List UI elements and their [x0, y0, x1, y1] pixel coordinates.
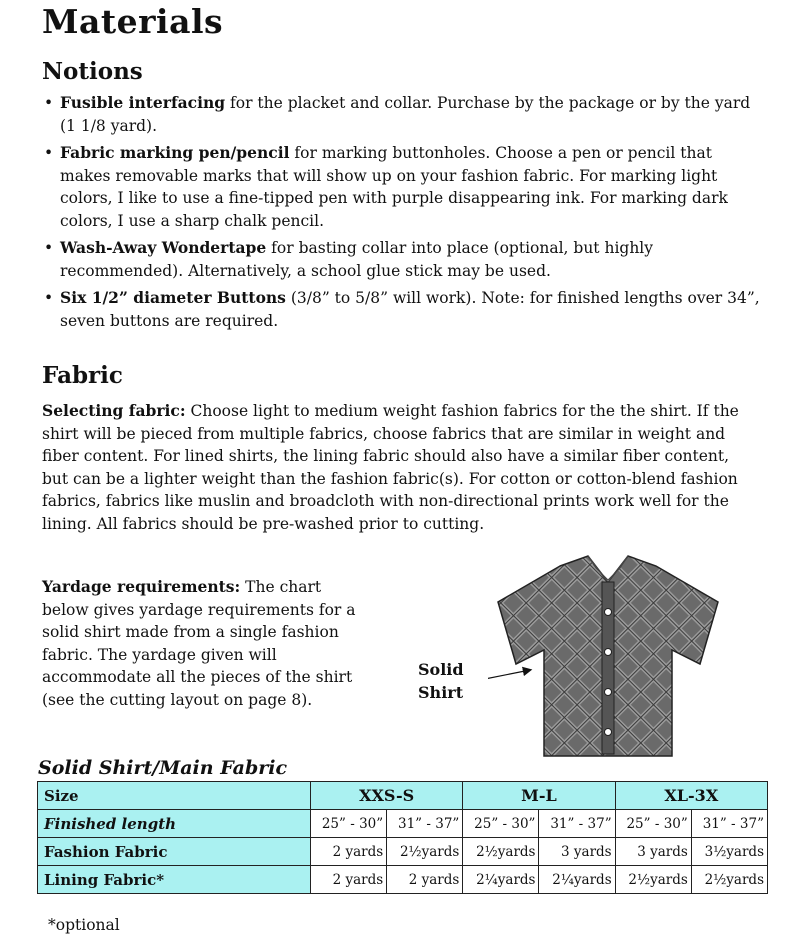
- arrow-icon: [488, 670, 530, 682]
- footnote: *optional: [48, 916, 120, 934]
- list-item: • Six 1/2” diameter Buttons (3/8” to 5/8” will work). Note: for finished lengths over 34”, seven buttons are required.: [44, 287, 764, 332]
- table-title: Solid Shirt/Main Fabric: [38, 757, 288, 779]
- shirt-illustration: [488, 552, 728, 762]
- table-row: Finished length 25” - 30” 31” - 37” 25” - 30” 31” - 37” 25” - 30” 31” - 37”: [38, 810, 768, 838]
- selecting-fabric-paragraph: Selecting fabric: Choose light to medium weight fashion fabrics for the the shirt. If the shirt will be pieced from multiple fabrics, choose fabrics that are similar in weight and fiber content. For lined shirts, the lining fabric should also have a similar fiber content, but can be a lighter weight than the fashion fabric(s). For cotton or cotton-blend fashion fabrics, fabrics like muslin and broadcloth with non-directional prints work well for the lining. All fabrics should be pre-washed prior to cutting.: [42, 401, 739, 533]
- table-row: Lining Fabric* 2 yards 2 yards 2¼yards 2¼yards 2½yards 2½yards: [38, 866, 768, 894]
- page-title: Materials: [42, 2, 224, 41]
- list-item: • Fusible interfacing for the placket and collar. Purchase by the package or by the yard (1 1/8 yard).: [44, 92, 764, 137]
- notions-heading: Notions: [42, 58, 143, 85]
- yardage-paragraph: Yardage requirements: The chart below gives yardage requirements for a solid shirt made from a single fashion fabric. The yardage given will accommodate all the pieces of the shirt (see the cutting layout on page 8).: [42, 577, 356, 709]
- table-row: Fashion Fabric 2 yards 2½yards 2½yards 3 yards 3 yards 3½yards: [38, 838, 768, 866]
- button-icon: [605, 609, 612, 616]
- notions-list: [44, 92, 764, 337]
- shirt-callout: Solid Shirt: [418, 660, 464, 702]
- button-icon: [605, 689, 612, 696]
- list-item: • Wash-Away Wondertape for basting collar into place (optional, but highly recommended). Alternatively, a school glue stick may be used.: [44, 237, 764, 282]
- fabric-heading: Fabric: [42, 362, 123, 389]
- button-icon: [605, 729, 612, 736]
- table-row: Size XXS-S M-L XL-3X: [38, 782, 768, 810]
- yardage-table: [37, 781, 768, 894]
- button-icon: [605, 649, 612, 656]
- list-item: • Fabric marking pen/pencil for marking buttonholes. Choose a pen or pencil that makes removable marks that will show up on your fashion fabric. For marking light colors, I like to use a fine-tipped pen with purple disappearing ink. For marking dark colors, I use a sharp chalk pencil.: [44, 142, 764, 232]
